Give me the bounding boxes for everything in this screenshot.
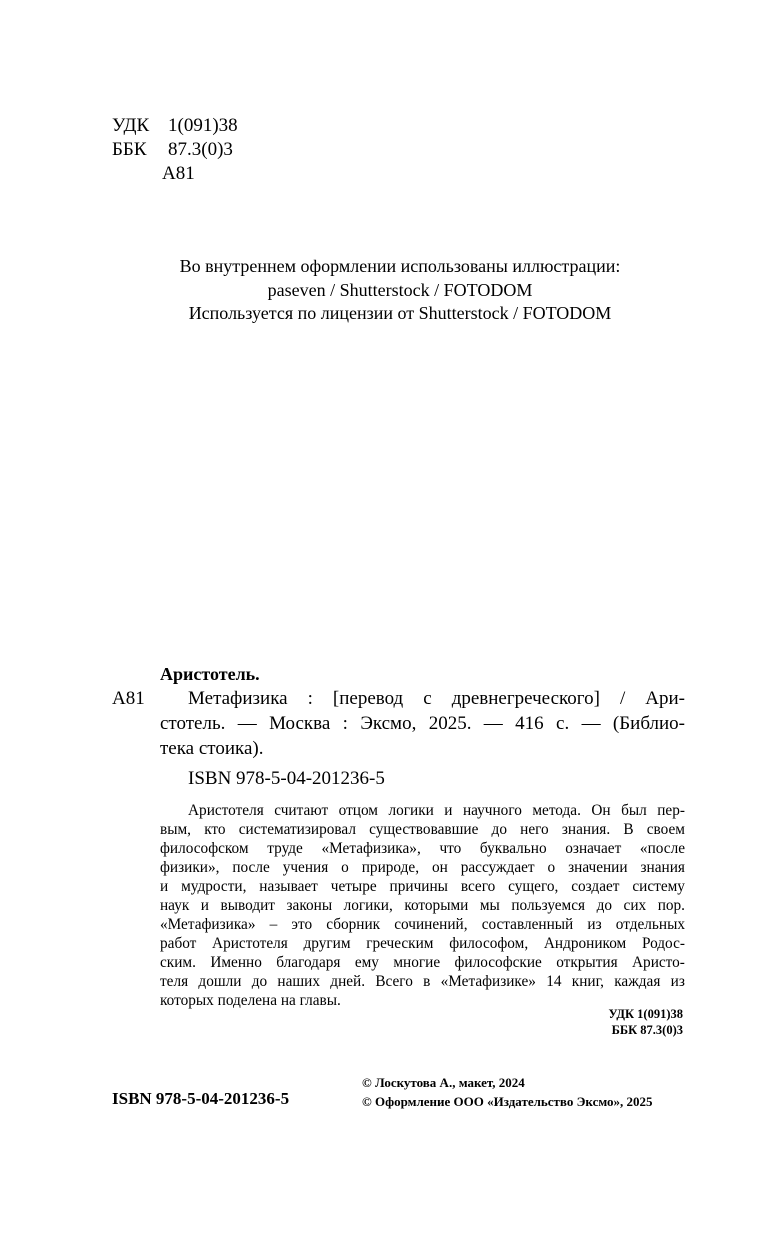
annotation-word: знания. — [561, 821, 611, 838]
annotation-word: пор. — [657, 897, 685, 914]
annotation-word: открытия — [556, 954, 618, 971]
annotation-word: которыми — [404, 897, 469, 914]
annotation-word: пользуемся — [511, 897, 586, 914]
record-word: стотель. — [160, 713, 226, 734]
record-line-3 — [160, 736, 685, 761]
annotation-word: учения — [282, 859, 329, 876]
credits-line-2: paseven / Shutterstock / FOTODOM — [267, 279, 533, 300]
annotation-word: логики — [388, 802, 434, 819]
annotation-word: кто — [204, 821, 226, 838]
record-word: 416 — [515, 713, 544, 734]
udk-classification — [112, 114, 238, 138]
annotation-word: своем — [646, 821, 685, 838]
annotation-word: В — [623, 821, 634, 838]
udk-label: УДК — [112, 115, 150, 136]
annotation-word: «Метафизике» — [440, 973, 536, 990]
record-word: с. — [556, 713, 570, 734]
annotation-line — [160, 953, 685, 972]
annotation-word: что — [439, 840, 462, 857]
annotation-word: существовавшие — [369, 821, 479, 838]
record-word: : — [307, 688, 313, 709]
annotation-word: и — [160, 878, 169, 895]
annotation-word: «Метафизика» — [160, 916, 256, 933]
annotation-word: до — [596, 897, 613, 914]
annotation-line — [160, 896, 685, 915]
annotation-word: означает — [565, 840, 622, 857]
record-word: [перевод — [332, 688, 404, 709]
annotation-word: до — [251, 973, 268, 990]
annotation-word: книг, — [571, 973, 604, 990]
record-isbn: ISBN 978-5-04-201236-5 — [188, 768, 385, 789]
illustration-credits — [0, 255, 768, 326]
annotation-word: причины — [389, 878, 448, 895]
annotation-word: считают — [274, 802, 329, 819]
credits-line-1: Во внутреннем оформлении использованы иллюстрации: — [179, 256, 621, 276]
copyright-layout: © Лоскутова А., макет, 2024 — [362, 1075, 525, 1090]
annotation-word: и — [444, 802, 453, 819]
record-author: Аристотель. — [160, 664, 260, 684]
annotation-line — [160, 972, 685, 991]
annotation-word: значении — [568, 859, 628, 876]
record-author-mark: А81 — [112, 688, 145, 709]
annotation-word: был — [621, 802, 647, 819]
annotation-word: в — [423, 973, 431, 990]
bbk-classification — [112, 138, 233, 162]
annotation-word: логики, — [343, 897, 393, 914]
annotation-word: систематизировал — [238, 821, 356, 838]
annotation-word: «Метафизика», — [321, 840, 421, 857]
annotation-word: теля — [160, 973, 189, 990]
annotation-word: природе, — [361, 859, 420, 876]
annotation-word: 14 — [546, 973, 562, 990]
annotation-word: пер- — [657, 802, 685, 819]
annotation-word: дней. — [330, 973, 366, 990]
annotation-word: другим — [303, 935, 351, 952]
annotation-word: сочинений, — [394, 916, 468, 933]
annotation-word: законы — [286, 897, 333, 914]
credits-line-3: Используется по лицензии от Shutterstock / FOTODOM — [188, 303, 612, 323]
annotation-word: вым, — [160, 821, 192, 838]
record-word: Москва — [269, 713, 331, 734]
annotation-word: сих — [623, 897, 647, 914]
annotation-word: Именно — [210, 954, 262, 971]
annotation-line — [160, 877, 685, 896]
annotation-word: о — [341, 859, 349, 876]
annotation-word: сборник — [326, 916, 381, 933]
record-word: — — [483, 713, 503, 734]
record-word: с — [423, 688, 432, 709]
annotation-word: отцом — [338, 802, 378, 819]
footer-udk: УДК 1(091)38 — [608, 1007, 683, 1021]
annotation-word: называет — [259, 878, 318, 895]
record-word: — — [237, 713, 257, 734]
annotation-word: мы — [479, 897, 500, 914]
annotation-word: Всего — [375, 973, 413, 990]
footer-isbn: ISBN 978-5-04-201236-5 — [112, 1089, 290, 1108]
annotation-word: благодаря — [276, 954, 341, 971]
annotation-word: Андроником — [543, 935, 627, 952]
record-line-2 — [160, 711, 685, 736]
annotation-word: физики», — [160, 859, 220, 876]
annotation-word: Он — [591, 802, 611, 819]
annotation-word: философом, — [449, 935, 529, 952]
annotation-word: сущего, — [508, 878, 559, 895]
annotation-word: о — [547, 859, 556, 876]
annotation-word: – — [269, 916, 278, 933]
annotation-word: четыре — [330, 878, 377, 895]
annotation-word: выводит — [220, 897, 275, 914]
annotation-word: он — [431, 859, 448, 876]
annotation-word: дошли — [198, 973, 242, 990]
annotation-line — [160, 820, 685, 839]
annotation-word: это — [291, 916, 313, 933]
record-word: / — [619, 688, 626, 709]
annotation-word: него — [520, 821, 549, 838]
record-word: древнегреческого] — [451, 688, 600, 709]
annotation-word: составленный — [481, 916, 574, 933]
annotation-word: наших — [277, 973, 321, 990]
record-line-1 — [160, 686, 685, 711]
annotation-word: ским. — [160, 954, 196, 971]
annotation — [160, 801, 685, 1010]
annotation-line — [160, 839, 685, 858]
record-word: — — [581, 713, 601, 734]
footer-bbk: ББК 87.3(0)3 — [611, 1023, 683, 1037]
annotation-word: каждая — [614, 973, 661, 990]
bbk-value: 87.3(0)3 — [168, 139, 233, 160]
annotation-word: ему — [354, 954, 379, 971]
annotation-word: из — [587, 916, 602, 933]
annotation-word: труде — [267, 840, 303, 857]
annotation-word: создает — [571, 878, 620, 895]
annotation-line — [160, 915, 685, 934]
annotation-word: работ — [160, 935, 197, 952]
annotation-line — [160, 934, 685, 953]
annotation-line — [160, 801, 685, 820]
annotation-word: систему — [632, 878, 685, 895]
annotation-word: отдельных — [615, 916, 685, 933]
annotation-word: «после — [639, 840, 685, 857]
bibliographic-record — [160, 686, 685, 761]
annotation-word: научного — [462, 802, 522, 819]
annotation-word: метода. — [532, 802, 581, 819]
record-line-3-text: тека стоика). — [160, 738, 264, 759]
annotation-word: рассуждает — [460, 859, 535, 876]
copyright-design: © Оформление ООО «Издательство Эксмо», 2025 — [362, 1094, 653, 1109]
annotation-line — [160, 858, 685, 877]
record-word: Ари- — [645, 688, 685, 709]
record-word: Метафизика — [188, 688, 288, 709]
annotation-word: Аристо- — [632, 954, 685, 971]
annotation-word: знания — [640, 859, 685, 876]
record-word: : — [342, 713, 348, 734]
annotation-word: до — [491, 821, 507, 838]
annotation-word: многие — [393, 954, 441, 971]
annotation-word: греческим — [366, 935, 434, 952]
annotation-word: философские — [454, 954, 542, 971]
author-mark-top: А81 — [162, 163, 195, 184]
annotation-line: которых поделена на главы. — [160, 992, 341, 1009]
udk-value: 1(091)38 — [168, 115, 238, 136]
annotation-word: из — [670, 973, 685, 990]
annotation-word: буквально — [479, 840, 547, 857]
annotation-word: и — [200, 897, 209, 914]
annotation-word: Аристотеля — [212, 935, 288, 952]
annotation-word: всего — [460, 878, 496, 895]
annotation-word: Аристотеля — [188, 802, 264, 819]
record-word: (Библио- — [612, 713, 685, 734]
bbk-label: ББК — [112, 139, 147, 160]
annotation-word: мудрости, — [181, 878, 247, 895]
annotation-word: после — [232, 859, 270, 876]
record-word: 2025. — [428, 713, 472, 734]
annotation-word: Родос- — [641, 935, 685, 952]
record-word: Эксмо, — [360, 713, 417, 734]
annotation-word: наук — [160, 897, 190, 914]
annotation-word: философском — [160, 840, 249, 857]
